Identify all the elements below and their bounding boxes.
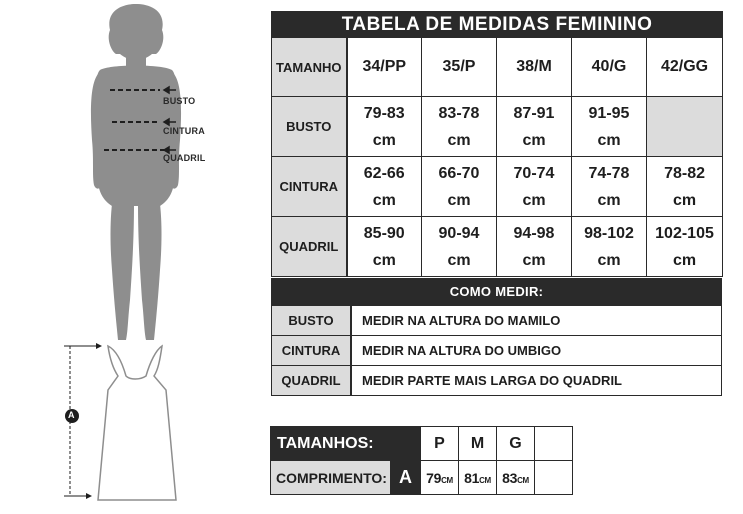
table-row-quadril: [272, 217, 723, 277]
size-header-cell: 38/M: [497, 38, 572, 97]
how-to-measure-label: CINTURA: [272, 336, 352, 365]
body-figure: [0, 0, 270, 514]
value-cell: 90-94 cm: [422, 217, 497, 277]
value-cell: 87-91 cm: [497, 97, 572, 157]
length-value: [535, 461, 573, 495]
value-cell: 79-83 cm: [347, 97, 422, 157]
row-label-busto: BUSTO: [272, 97, 347, 157]
length-value: 83CM: [497, 461, 535, 495]
dress-outline: [98, 346, 176, 500]
how-to-measure-row: [271, 366, 722, 396]
value-cell: 74-78 cm: [572, 157, 647, 217]
how-to-measure-title: COMO MEDIR:: [271, 278, 722, 306]
garment-length-table: [270, 426, 573, 495]
how-to-measure-section: [271, 278, 722, 396]
size-header-row: [272, 38, 723, 97]
value-cell: 94-98 cm: [497, 217, 572, 277]
value-cell: 85-90 cm: [347, 217, 422, 277]
table-title: TABELA DE MEDIDAS FEMININO: [272, 12, 723, 38]
woman-silhouette: [91, 4, 181, 340]
row-label-cintura: CINTURA: [272, 157, 347, 217]
value-cell: 70-74 cm: [497, 157, 572, 217]
table-row-cintura: [272, 157, 723, 217]
row-label-quadril: QUADRIL: [272, 217, 347, 277]
how-to-measure-desc: MEDIR NA ALTURA DO MAMILO: [362, 313, 561, 328]
value-cell: 62-66 cm: [347, 157, 422, 217]
length-label: COMPRIMENTO:: [271, 461, 391, 495]
size-header-cell: 34/PP: [347, 38, 422, 97]
length-value: 79CM: [421, 461, 459, 495]
silhouette-illustration: [0, 0, 270, 514]
how-to-measure-row: [271, 336, 722, 366]
value-cell: 91-95 cm: [572, 97, 647, 157]
length-marker-letter: A: [68, 410, 75, 420]
waist-mark-label: CINTURA: [163, 126, 205, 136]
how-to-measure-desc: MEDIR PARTE MAIS LARGA DO QUADRIL: [362, 373, 622, 388]
how-to-measure-desc: MEDIR NA ALTURA DO UMBIGO: [362, 343, 562, 358]
how-to-measure-row: [271, 306, 722, 336]
length-marker-cell: A: [391, 461, 421, 495]
measurement-table: [271, 11, 723, 277]
size-cell: P: [421, 427, 459, 461]
value-cell: 98-102 cm: [572, 217, 647, 277]
how-to-measure-label: QUADRIL: [272, 366, 352, 395]
value-cell: 102-105 cm: [647, 217, 723, 277]
empty-value-cell: [647, 97, 723, 157]
length-value: 81CM: [459, 461, 497, 495]
table-row-busto: [272, 97, 723, 157]
value-cell: 83-78 cm: [422, 97, 497, 157]
size-header-cell: 42/GG: [647, 38, 723, 97]
size-header-label: TAMANHO: [272, 38, 347, 97]
sizes-label: TAMANHOS:: [271, 427, 421, 461]
sizes-row: [271, 427, 573, 461]
bust-mark-label: BUSTO: [163, 96, 196, 106]
value-cell: 66-70 cm: [422, 157, 497, 217]
length-row: [271, 461, 573, 495]
size-header-cell: 40/G: [572, 38, 647, 97]
size-cell: [535, 427, 573, 461]
value-cell: 78-82 cm: [647, 157, 723, 217]
how-to-measure-label: BUSTO: [272, 306, 352, 335]
size-cell: G: [497, 427, 535, 461]
size-header-cell: 35/P: [422, 38, 497, 97]
hip-mark-label: QUADRIL: [163, 153, 206, 163]
size-cell: M: [459, 427, 497, 461]
